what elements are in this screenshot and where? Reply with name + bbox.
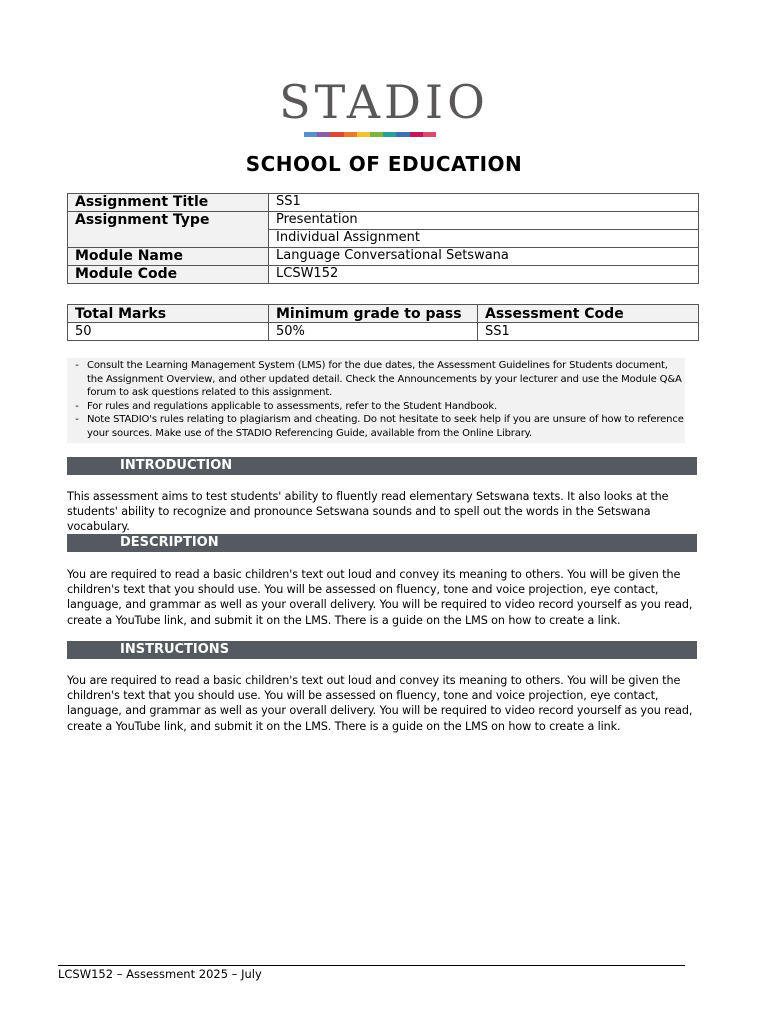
logo-color-segment [396,132,409,137]
note-text: For rules and regulations applicable to assessments, refer to the Student Handbook. [87,400,498,412]
module-name-label: Module Name [68,248,269,266]
minimum-grade-value: 50% [269,323,478,341]
instructions-text: You are required to read a basic children's text out loud and convey its meaning to others. You will be given the children's text that you should use. You will be assessed on fluency, tone and voice projection, eye contact, language, and grammar as well as your overall delivery. You will be required to video record yourself as you read, create a YouTube link, and submit it on the LMS. There is a guide on the LMS on how to create a link. [67,674,693,733]
instructions-heading: INSTRUCTIONS [67,641,697,659]
total-marks-header: Total Marks [68,305,269,323]
logo-color-segment [410,132,423,137]
minimum-grade-header: Minimum grade to pass [269,305,478,323]
table-row [68,323,699,341]
bullet-dash: - [75,360,79,371]
assignment-type-label: Assignment Type [68,212,269,248]
logo-color-bar [304,132,436,137]
assessment-code-header: Assessment Code [478,305,699,323]
table-row [68,305,699,323]
total-marks-value: 50 [68,323,269,341]
notes-box [67,358,685,443]
description-heading: DESCRIPTION [67,534,697,552]
assignment-type-value: Presentation [269,212,699,230]
note-text: Note STADIO's rules relating to plagiarism and cheating. Do not hesitate to seek help if you are unsure of how to reference your sources. Make use of the STADIO Referencing Guide, available from the Online Library. [87,414,684,439]
module-name-value: Language Conversational Setswana [269,248,699,266]
logo-color-segment [383,132,396,137]
logo-color-segment [423,132,436,137]
bullet-dash: - [75,414,79,426]
stadio-logo: STADIO [279,75,489,129]
assignment-type-value: Individual Assignment [269,230,699,248]
logo-color-segment [357,132,370,137]
table-row [68,266,699,284]
assignment-info-table [67,193,699,284]
assignment-title-label: Assignment Title [68,194,269,212]
module-code-label: Module Code [68,266,269,284]
list-item [67,400,685,414]
list-item [67,413,685,440]
table-row [68,248,699,266]
school-title: SCHOOL OF EDUCATION [245,152,523,176]
introduction-heading: INTRODUCTION [67,457,697,475]
logo-color-segment [344,132,357,137]
logo-color-segment [370,132,383,137]
marks-table [67,304,699,341]
bullet-dash: - [75,400,79,412]
assignment-title-value: SS1 [269,194,699,212]
logo-color-segment [317,132,330,137]
description-text: You are required to read a basic children's text out loud and convey its meaning to others. You will be given the children's text that you should use. You will be assessed on fluency, tone and voice projection, eye contact, language, and grammar as well as your overall delivery. You will be required to video record yourself as you read, create a YouTube link, and submit it on the LMS. There is a guide on the LMS on how to create a link. [67,568,693,627]
page-footer: LCSW152 – Assessment 2025 – July [58,967,262,981]
logo-color-segment [304,132,317,137]
list-item [67,359,685,400]
logo-color-segment [330,132,343,137]
note-text: Consult the Learning Management System (LMS) for the due dates, the Assessment Guidelines for Students document, the Assignment Overview, and other updated detail. Check the Announcements by your lecturer and use the Module Q&A forum to ask questions related to this assignment. [87,360,682,399]
introduction-text: This assessment aims to test students' ability to fluently read elementary Setswana texts. It also looks at the students' ability to recognize and pronounce Setswana sounds and to spell out the words in the Setswana vocabulary. [67,490,669,534]
table-row [68,194,699,212]
module-code-value: LCSW152 [269,266,699,284]
assessment-code-value: SS1 [478,323,699,341]
table-row [68,212,699,230]
footer-divider [58,965,685,966]
